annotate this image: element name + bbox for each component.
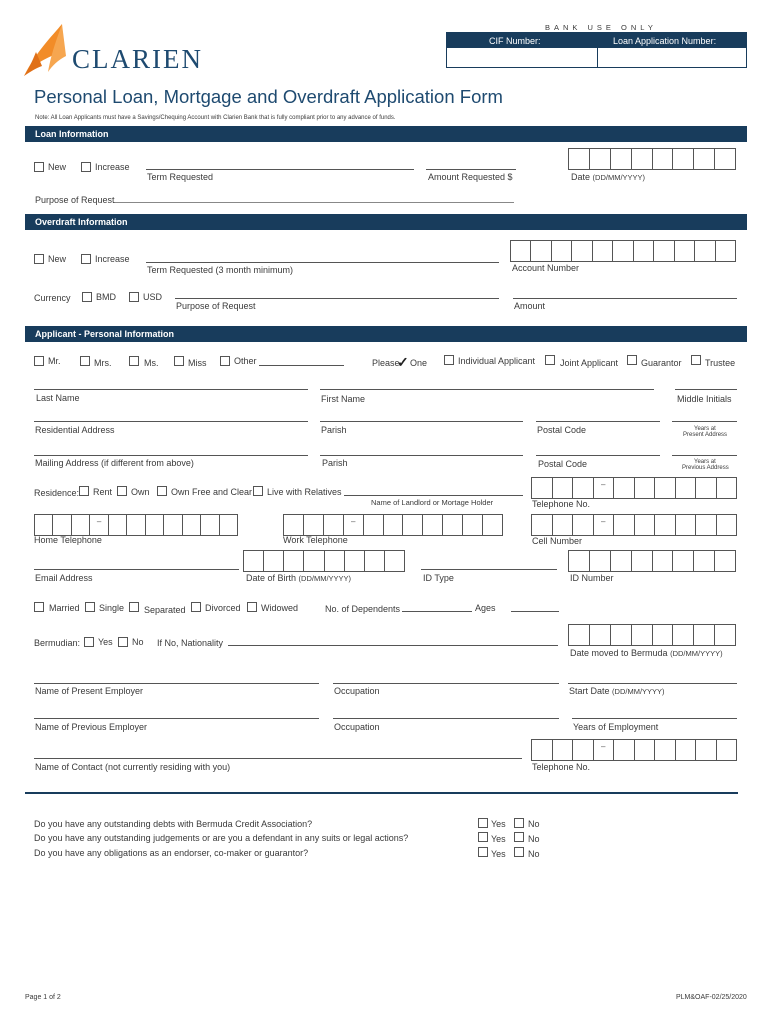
previous-employer-label: Name of Previous Employer	[35, 722, 148, 732]
dependents-field[interactable]	[402, 611, 472, 612]
question-no-label: No	[528, 819, 540, 829]
od-bmd-checkbox[interactable]	[82, 292, 92, 302]
cell-number-label: Cell Number	[532, 536, 583, 546]
married-checkbox[interactable]	[34, 602, 44, 612]
od-usd-checkbox[interactable]	[129, 292, 139, 302]
title-miss-label: Miss	[188, 358, 207, 368]
years-at-label: Years at	[694, 426, 716, 432]
loan-increase-checkbox[interactable]	[81, 162, 91, 172]
work-telephone-boxes[interactable]	[283, 514, 503, 536]
id-number-boxes[interactable]	[568, 550, 736, 572]
od-increase-label: Increase	[95, 254, 130, 264]
question-no-checkbox[interactable]	[514, 832, 524, 842]
please-label: Please	[372, 358, 400, 368]
od-term-field[interactable]	[146, 262, 499, 263]
title-mr-checkbox[interactable]	[34, 356, 44, 366]
home-telephone-label: Home Telephone	[34, 535, 102, 545]
dependents-label: No. of Dependents	[325, 604, 401, 614]
form-code: PLM&OAF-02/25/2020	[676, 994, 747, 1001]
live-relatives-checkbox[interactable]	[253, 486, 263, 496]
ages-label: Ages	[475, 603, 496, 613]
mail-address-field[interactable]	[34, 455, 308, 456]
od-amount-field[interactable]	[513, 298, 737, 299]
bermudian-no-checkbox[interactable]	[118, 637, 128, 647]
question-text: Do you have any outstanding judgements or are you a defendant in any suits or legal actions?	[34, 833, 409, 843]
title-ms-label: Ms.	[144, 358, 159, 368]
middle-initials-label: Middle Initials	[677, 394, 732, 404]
rent-checkbox[interactable]	[79, 486, 89, 496]
loan-amount-field[interactable]	[426, 169, 516, 170]
work-telephone-label: Work Telephone	[283, 535, 348, 545]
separated-checkbox[interactable]	[129, 602, 139, 612]
trustee-checkbox[interactable]	[691, 355, 701, 365]
bermudian-yes-checkbox[interactable]	[84, 637, 94, 647]
guarantor-checkbox[interactable]	[627, 355, 637, 365]
title-mrs-checkbox[interactable]	[80, 356, 90, 366]
start-date-label: Start Date (DD/MM/YYYY)	[569, 686, 665, 696]
postal2-field[interactable]	[536, 455, 660, 456]
bank-use-only-label: BANK USE ONLY	[545, 23, 657, 32]
present-employer-field[interactable]	[34, 683, 319, 684]
od-currency-label: Currency	[34, 293, 71, 303]
note-text: Note: All Loan Applicants must have a Savings/Chequing Account with Clarien Bank that is fully compliant prior to any advance of funds.	[35, 115, 396, 121]
last-name-field[interactable]	[34, 389, 308, 390]
nationality-field[interactable]	[228, 645, 558, 646]
od-bmd-label: BMD	[96, 292, 116, 302]
bank-use-box	[446, 32, 747, 68]
question-no-checkbox[interactable]	[514, 818, 524, 828]
section-loan-information: Loan Information	[25, 126, 747, 142]
individual-applicant-checkbox[interactable]	[444, 355, 454, 365]
email-field[interactable]	[34, 569, 239, 570]
id-type-label: ID Type	[423, 573, 454, 583]
last-name-label: Last Name	[36, 393, 80, 403]
postal-code-label: Postal Code	[537, 425, 587, 435]
id-number-label: ID Number	[570, 573, 614, 583]
id-type-field[interactable]	[421, 569, 557, 570]
question-text: Do you have any outstanding debts with Bermuda Credit Association?	[34, 819, 313, 829]
parish2-label: Parish	[322, 458, 348, 468]
married-label: Married	[49, 603, 80, 613]
own-label: Own	[131, 487, 150, 497]
postal2-label: Postal Code	[538, 459, 588, 469]
loan-app-number-label: Loan Application Number:	[613, 36, 717, 46]
occupation-field[interactable]	[333, 683, 559, 684]
res-address-label: Residential Address	[35, 425, 115, 435]
guarantor-label: Guarantor	[641, 358, 682, 368]
question-yes-label: Yes	[491, 819, 506, 829]
loan-amount-label: Amount Requested $	[428, 172, 513, 182]
od-new-checkbox[interactable]	[34, 254, 44, 264]
email-label: Email Address	[35, 573, 93, 583]
present-employer-label: Name of Present Employer	[35, 686, 144, 696]
od-account-label: Account Number	[512, 263, 580, 273]
title-ms-checkbox[interactable]	[129, 356, 139, 366]
parish2-field[interactable]	[320, 455, 523, 456]
trustee-label: Trustee	[705, 358, 736, 368]
loan-date-boxes[interactable]	[568, 148, 736, 170]
loan-new-checkbox[interactable]	[34, 162, 44, 172]
residence-label: Residence:	[34, 488, 80, 498]
od-account-boxes[interactable]	[510, 240, 736, 262]
loan-purpose-field[interactable]	[113, 202, 514, 203]
live-relatives-label: Live with Relatives	[267, 487, 342, 497]
present-address-label: Present Address	[683, 432, 728, 438]
od-new-label: New	[48, 254, 67, 264]
question-yes-label: Yes	[491, 834, 506, 844]
dob-boxes[interactable]	[243, 550, 405, 572]
parish-field[interactable]	[320, 421, 523, 422]
years-employment-field[interactable]	[572, 718, 737, 719]
clarien-logo	[22, 22, 232, 82]
checkmark-icon: ✓	[397, 354, 409, 370]
cell-number-boxes[interactable]	[531, 514, 737, 536]
first-name-label: First Name	[321, 394, 366, 404]
contact-telephone-label: Telephone No.	[532, 762, 591, 772]
separated-label: Separated	[144, 605, 186, 615]
question-yes-checkbox[interactable]	[478, 847, 488, 857]
question-text: Do you have any obligations as an endorser, co-maker or guarantor?	[34, 848, 309, 858]
od-amount-label: Amount	[514, 301, 546, 311]
divorced-checkbox[interactable]	[191, 602, 201, 612]
years-previous-field[interactable]	[672, 455, 737, 456]
question-no-label: No	[528, 834, 540, 844]
landlord-label: Name of Landlord or Mortage Holder	[371, 498, 494, 507]
landlord-telephone-boxes[interactable]	[531, 477, 737, 499]
rent-label: Rent	[93, 487, 113, 497]
years-present-field[interactable]	[672, 421, 737, 422]
bermudian-yes-label: Yes	[98, 637, 113, 647]
cif-number-label: CIF Number:	[489, 36, 541, 46]
joint-applicant-label: Joint Applicant	[560, 358, 619, 368]
postal-code-field[interactable]	[536, 421, 660, 422]
od-purpose-field[interactable]	[175, 298, 499, 299]
own-free-checkbox[interactable]	[157, 486, 167, 496]
res-address-field[interactable]	[34, 421, 308, 422]
date-moved-boxes[interactable]	[568, 624, 736, 646]
title-miss-checkbox[interactable]	[174, 356, 184, 366]
ages-field[interactable]	[511, 611, 559, 612]
years-employment-label: Years of Employment	[573, 722, 659, 732]
title-other-field[interactable]	[259, 365, 344, 366]
title-mr-label: Mr.	[48, 356, 61, 366]
years-at2-label: Years at	[694, 459, 716, 465]
title-other-checkbox[interactable]	[220, 356, 230, 366]
divorced-label: Divorced	[205, 603, 241, 613]
occupation2-label: Occupation	[334, 722, 380, 732]
date-moved-label: Date moved to Bermuda (DD/MM/YYYY)	[570, 648, 723, 658]
od-term-label: Term Requested (3 month minimum)	[147, 265, 294, 275]
contact-telephone-boxes[interactable]	[531, 739, 737, 761]
loan-purpose-label: Purpose of Request	[35, 195, 115, 205]
bermudian-label: Bermudian:	[34, 638, 81, 648]
od-purpose-label: Purpose of Request	[176, 301, 256, 311]
landlord-telephone-label: Telephone No.	[532, 499, 591, 509]
sail-logo-icon	[22, 22, 72, 78]
loan-new-label: New	[48, 162, 67, 172]
page-number: Page 1 of 2	[25, 994, 61, 1001]
page-title: Personal Loan, Mortgage and Overdraft Application Form	[34, 86, 503, 107]
loan-increase-label: Increase	[95, 162, 130, 172]
single-label: Single	[99, 603, 125, 613]
nationality-label: If No, Nationality	[157, 638, 224, 648]
own-free-label: Own Free and Clear	[171, 487, 253, 497]
home-telephone-boxes[interactable]	[34, 514, 238, 536]
occupation-label: Occupation	[334, 686, 380, 696]
question-yes-checkbox[interactable]	[478, 832, 488, 842]
title-mrs-label: Mrs.	[94, 358, 112, 368]
title-other-label: Other	[234, 356, 257, 366]
loan-date-label: Date (DD/MM/YYYY)	[571, 172, 646, 182]
previous-employer-field[interactable]	[34, 718, 319, 719]
landlord-field[interactable]	[344, 495, 523, 496]
loan-term-label: Term Requested	[147, 172, 214, 182]
widowed-checkbox[interactable]	[247, 602, 257, 612]
contact-name-field[interactable]	[34, 758, 522, 759]
parish-label: Parish	[321, 425, 347, 435]
widowed-label: Widowed	[261, 603, 299, 613]
logo-wordmark: CLARIEN	[72, 44, 203, 74]
question-no-checkbox[interactable]	[514, 847, 524, 857]
own-checkbox[interactable]	[117, 486, 127, 496]
individual-applicant-label: Individual Applicant	[458, 356, 536, 366]
question-yes-label: Yes	[491, 849, 506, 859]
question-no-label: No	[528, 849, 540, 859]
section-overdraft-information: Overdraft Information	[25, 214, 747, 230]
first-name-field[interactable]	[320, 389, 654, 390]
single-checkbox[interactable]	[85, 602, 95, 612]
middle-initials-field[interactable]	[675, 389, 737, 390]
section-applicant-personal: Applicant - Personal Information	[25, 326, 747, 342]
dob-label: Date of Birth (DD/MM/YYYY)	[246, 573, 352, 583]
one-label: One	[410, 358, 428, 368]
occupation2-field[interactable]	[333, 718, 559, 719]
mail-address-label: Mailing Address (if different from above)	[35, 458, 194, 468]
loan-term-field[interactable]	[146, 169, 414, 170]
od-usd-label: USD	[143, 292, 163, 302]
section-divider	[25, 792, 738, 794]
od-increase-checkbox[interactable]	[81, 254, 91, 264]
joint-applicant-checkbox[interactable]	[545, 355, 555, 365]
bermudian-no-label: No	[132, 637, 144, 647]
question-yes-checkbox[interactable]	[478, 818, 488, 828]
start-date-field[interactable]	[568, 683, 737, 684]
contact-name-label: Name of Contact (not currently residing with you)	[35, 762, 231, 772]
previous-address-label: Previous Address	[682, 465, 729, 471]
